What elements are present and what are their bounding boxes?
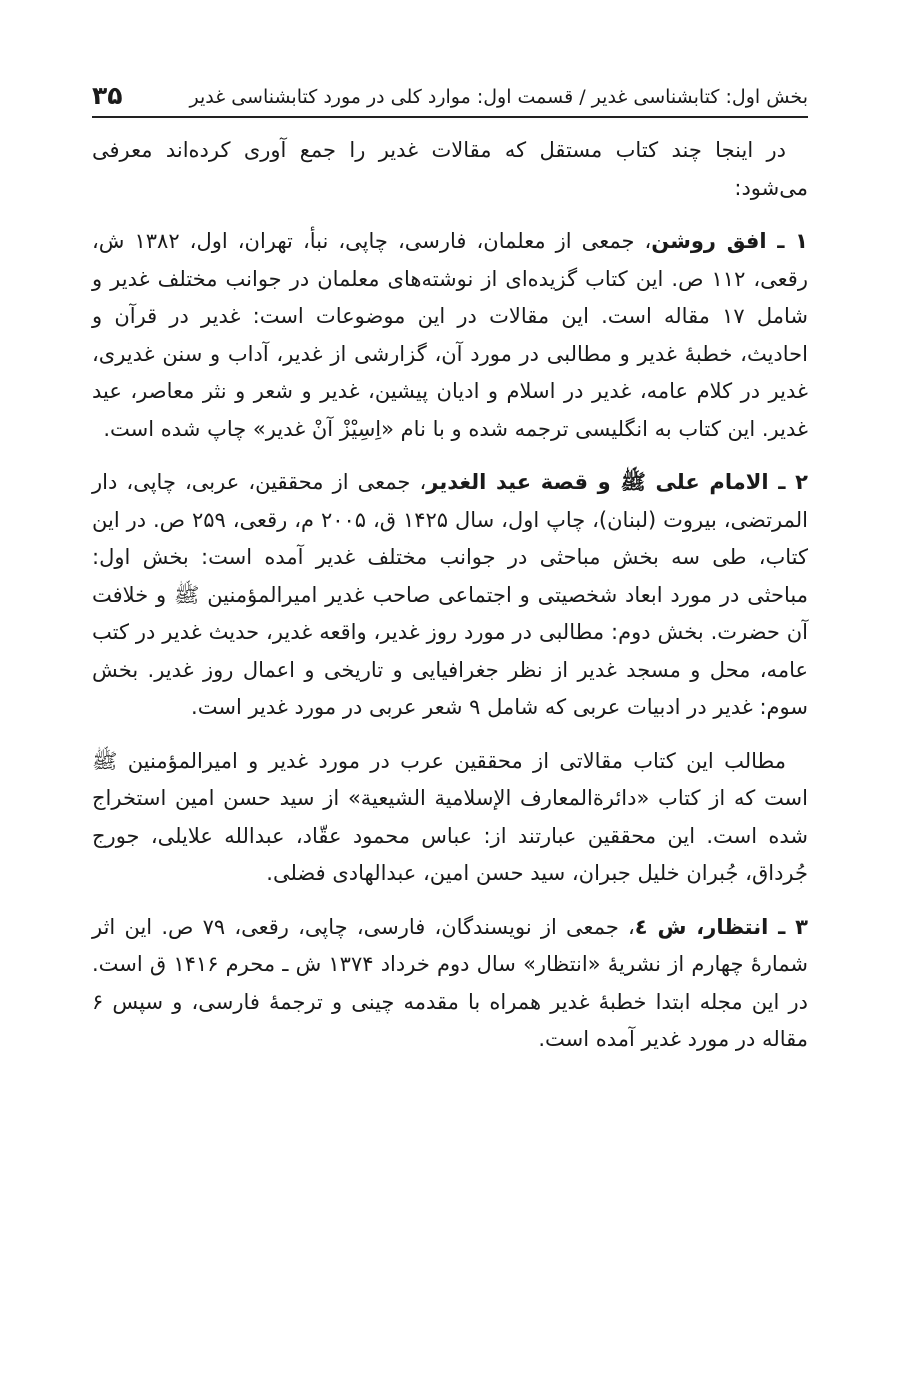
entry-1-title: ۱ ـ افق روشن — [651, 229, 808, 253]
page-body — [92, 132, 808, 1059]
entry-2 — [92, 464, 808, 727]
intro-paragraph: در اینجا چند کتاب مستقل که مقالات غدیر را جمع آوری کرده‌اند معرفی می‌شود: — [92, 138, 808, 200]
entry-3 — [92, 909, 808, 1059]
entry-1 — [92, 223, 808, 448]
entry-2-title: ۲ ـ الامام علی ﷺ و قصة عید الغدیر — [426, 470, 808, 494]
running-title: بخش اول: کتابشناسی غدیر / قسمت اول: موارد کلی در مورد کتابشناسی غدیر — [189, 86, 808, 108]
entry-3-text: ، جمعی از نویسندگان، فارسی، چاپی، رقعی، ۷۹ ص. این اثر شمارهٔ چهارم از نشریهٔ «انتظار» سال دوم خرداد ۱۳۷۴ ش ـ محرم ۱۴۱۶ ق است. در این مجله ابتدا خطبهٔ غدیر همراه با مقدمه چینی و ترجمهٔ فارسی، و سپس ۶ مقاله در مورد غدیر آمده است. — [92, 914, 808, 1051]
page-header — [92, 70, 808, 118]
entry-3-title: ۳ ـ انتظار، ش ٤ — [634, 914, 808, 939]
entry-1-text: ، جمعی از معلمان، فارسی، چاپی، نبأ، تهران، اول، ۱۳۸۲ ش، رقعی، ۱۱۲ ص. این کتاب گزیده‌ای از نوشته‌های معلمان در جوانب مختلف غدیر و شامل ۱۷ مقاله است. این مقالات در این موضوعات است: غدیر در قرآن و احادیث، خطبهٔ غدیر و مطالبی در مورد آن، گزارشی از غدیر، آداب و سنن غدیری، غدیر در کلام عامه، غدیر در اسلام و ادیان پیشین، غدیر و شعر و نثر معاصر، عید غدیر. این کتاب به انگلیسی ترجمه شده و با نام «اِسِیْزْ آنْ غدیر» چاپ شده است. — [92, 229, 808, 441]
page-number: ۳۵ — [92, 81, 123, 110]
entry-2-text: ، جمعی از محققین، عربی، چاپی، دار المرتضی، بیروت (لبنان)، چاپ اول، سال ۱۴۲۵ ق، ۲۰۰۵ م، رقعی، ۲۵۹ ص. در این کتاب، طی سه بخش مباحثی در جوانب مختلف غدیر آمده است: بخش اول: مباحثی در مورد ابعاد شخصیتی و اجتماعی صاحب غدیر امیرالمؤمنین ﷺ و خلافت آن حضرت. بخش دوم: مطالبی در مورد روز غدیر، واقعه غدیر، حدیث غدیر در کتب عامه، محل و مسجد غدیر از نظر جغرافیایی و تاریخی و اعمال روز غدیر. بخش سوم: غدیر در ادبیات عربی که شامل ۹ شعر عربی در مورد غدیر است. — [92, 470, 809, 719]
entry-2-note: مطالب این کتاب مقالاتی از محققین عرب در مورد غدیر و امیرالمؤمنین ﷺ است که از کتاب «دائرةالمعارف الإسلامیة الشیعیة» از سید حسن امین استخراج شده است. این محققین عبارتند از: عباس محمود عقّاد، عبدالله علایلی، جورج جُرداق، جُبران خلیل جبران، سید حسن امین، عبدالهادی فضلی. — [92, 748, 808, 885]
